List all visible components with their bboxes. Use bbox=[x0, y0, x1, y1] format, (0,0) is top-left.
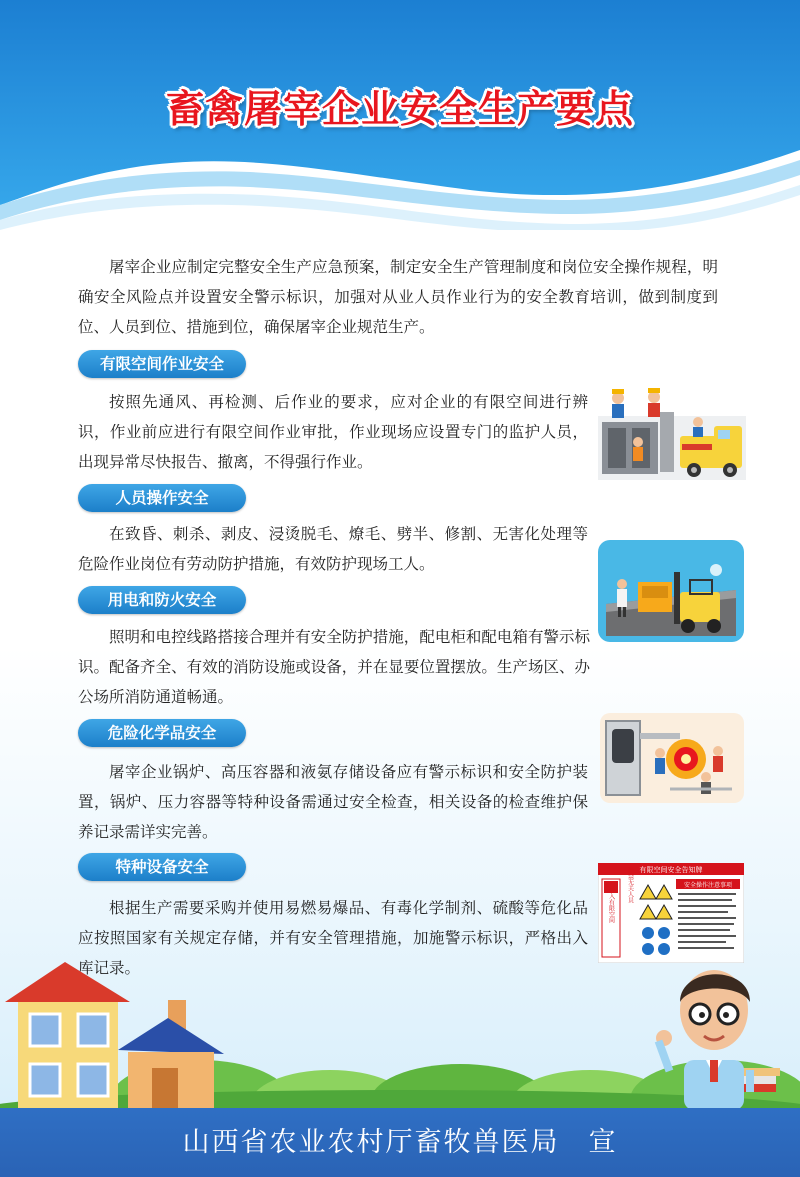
section-heading-electric-fire: 用电和防火安全 bbox=[78, 586, 246, 614]
section-text-hazardous-chemicals: 屠宰企业锅炉、高压容器和液氨存储设备应有警示标识和安全防护装置，锅炉、压力容器等特种设备需通过安全检查，相关设备的检查维护保养记录需详实完善。 bbox=[78, 763, 588, 841]
section-heading-special-equipment: 特种设备安全 bbox=[78, 853, 246, 881]
section-text-confined-space: 按照先通风、再检测、后作业的要求，应对企业的有限空间进行辨识，作业前应进行有限空间作业审批，作业现场应设置专门的监护人员，出现异常尽快报告、撤离，不得强行作业。 bbox=[78, 393, 588, 471]
hazardous-chemical-illustration bbox=[600, 713, 744, 803]
section-text-personnel: 在致昏、刺杀、剥皮、浸烫脱毛、燎毛、劈半、修割、无害化处理等危险作业岗位有劳动防护措施，有效防护现场工人。 bbox=[78, 525, 588, 573]
header-banner bbox=[0, 0, 800, 230]
section-text-special-equipment: 根据生产需要采购并使用易燃易爆品、有毒化学制剂、硫酸等危化品应按照国家有关规定存储，并有安全管理措施，加施警示标识，严格出入库记录。 bbox=[78, 899, 588, 977]
page-title: 畜禽屠宰企业安全生产要点 bbox=[165, 87, 634, 131]
sign-right-title: 安全操作注意事项 bbox=[683, 882, 733, 889]
footer-publisher: 山西省农业农村厅畜牧兽医局 宣 bbox=[0, 1108, 800, 1177]
forklift-illustration bbox=[598, 540, 744, 642]
sign-side-text: 进入有限空间 bbox=[607, 887, 615, 923]
section-text-electric-fire: 照明和电控线路搭接合理并有安全防护措施，配电柜和配电箱有警示标识。配备齐全、有效的消防设施或设备，并在显要位置摆放。生产场区、办公场所消防通道畅通。 bbox=[78, 628, 590, 706]
section-heading-confined-space: 有限空间作业安全 bbox=[78, 350, 246, 378]
sign-header-text: 有限空间安全告知牌 bbox=[639, 866, 703, 874]
house-icon bbox=[5, 962, 224, 1110]
safety-notice-sign bbox=[598, 863, 744, 963]
confined-space-illustration bbox=[598, 388, 746, 480]
bottom-scene-illustration bbox=[0, 960, 800, 1110]
sign-center-text: 严禁无关人员 bbox=[626, 867, 634, 903]
section-heading-hazardous-chemicals: 危险化学品安全 bbox=[78, 719, 246, 747]
intro-paragraph: 屠宰企业应制定完整安全生产应急预案，制定安全生产管理制度和岗位安全操作规程，明确安全风险点并设置安全警示标识，加强对从业人员作业行为的安全教育培训，做到制度到位、人员到位、措施到位，确保屠宰企业规范生产。 bbox=[78, 258, 718, 336]
section-heading-personnel: 人员操作安全 bbox=[78, 484, 246, 512]
